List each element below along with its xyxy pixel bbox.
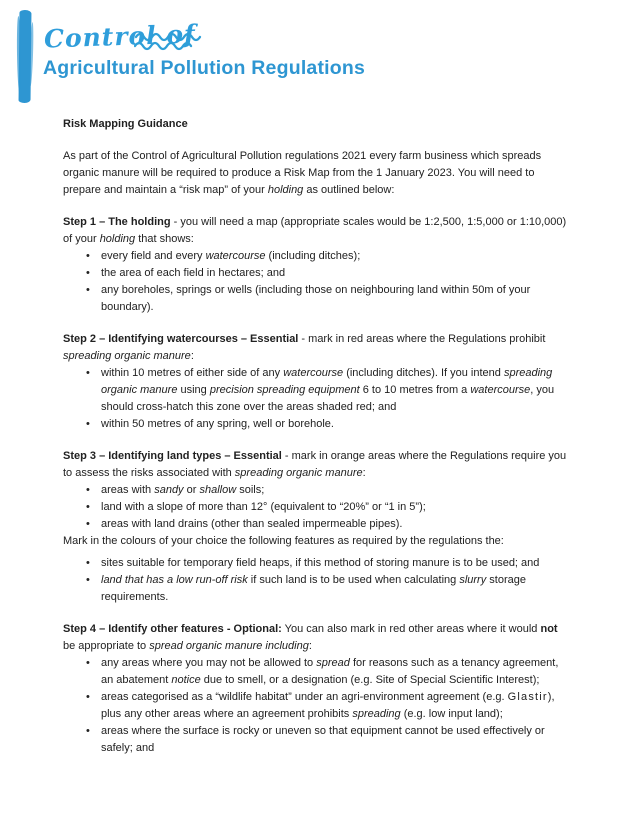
text-run: slurry: [459, 574, 487, 586]
text-run: You can also mark in red other areas where it would: [281, 623, 541, 635]
text-run: Step 2 – Identifying watercourses – Essential: [63, 333, 299, 345]
text-run: shallow: [199, 484, 237, 496]
text-run: watercourse: [205, 250, 266, 262]
text-run: sites suitable for temporary field heaps, if this method of storing manure is to be used; and: [101, 557, 540, 569]
text-run: any boreholes, springs or wells (including those on neighbouring land within 50m of your boundary).: [101, 284, 531, 313]
logo-title: Agricultural Pollution Regulations: [43, 57, 366, 79]
text-run: - you will need a map (appropriate scales would be 1:2,500, 1:5,000 or 1:10,000) of your: [63, 216, 567, 245]
text-run: not: [540, 623, 558, 635]
text-run: - mark in orange areas where the Regulations require you to assess the risks associated with: [63, 450, 567, 479]
section-heading: [63, 116, 568, 133]
text-run: soils;: [236, 484, 265, 496]
document-body: [63, 116, 568, 772]
bullet-item: [63, 482, 568, 499]
text-run: as outlined below:: [303, 184, 395, 196]
document-section: [63, 116, 568, 133]
text-run: holding: [267, 184, 304, 196]
bullet-list: [63, 555, 568, 606]
paragraph: [63, 148, 568, 199]
water-waves-icon: [134, 30, 206, 59]
section-heading: [63, 214, 568, 248]
text-run: areas where the surface is rocky or uneven so that equipment cannot be used effectively or safely; and: [101, 725, 545, 754]
logo-script-text: Control of: [43, 19, 197, 54]
bullet-item: [63, 689, 568, 723]
text-run: areas categorised as a “wildlife habitat” under an agri-environment agreement (e.g.: [101, 691, 508, 703]
text-run: spreading: [352, 708, 401, 720]
text-run: that shows:: [135, 233, 194, 245]
bullet-item: [63, 248, 568, 265]
text-run: areas with land drains (other than sealed impermeable pipes).: [101, 518, 403, 530]
text-run: :: [190, 350, 194, 362]
text-run: watercourse: [470, 384, 531, 396]
bullet-item: [63, 499, 568, 516]
bullet-list: [63, 655, 568, 757]
text-run: Step 4 – Identify other features - Optional:: [63, 623, 282, 635]
text-run: Risk Mapping Guidance: [63, 118, 188, 130]
text-run: 6 to 10 metres from a: [359, 384, 471, 396]
text-run: ), plus any other areas where an agreement prohibits: [101, 691, 555, 720]
document-section: [63, 148, 568, 199]
text-run: :: [308, 640, 312, 652]
text-run: storage requirements.: [101, 574, 526, 603]
bullet-item: [63, 416, 568, 433]
text-run: land with a slope of more than 12° (equivalent to “20%” or “1 in 5”);: [101, 501, 426, 513]
text-run: any areas where you may not be allowed to: [101, 657, 317, 669]
bullet-item: [63, 655, 568, 689]
document-section: [63, 621, 568, 757]
bullet-item: [63, 723, 568, 757]
text-run: be appropriate to: [63, 640, 150, 652]
text-run: precision spreading equipment: [209, 384, 360, 396]
text-run: for reasons such as a tenancy agreement, an abatement: [101, 657, 559, 686]
text-run: due to smell, or a designation (e.g. Site of Special Scientific Interest);: [200, 674, 540, 686]
bullet-list: [63, 482, 568, 533]
text-run: notice: [171, 674, 201, 686]
bullet-item: [63, 516, 568, 533]
text-run: (e.g. low input land);: [400, 708, 503, 720]
text-run: As part of the Control of Agricultural Pollution regulations 2021 every farm business which spreads organic manure will be required to produce a Risk Map from the 1 January 2023. You will need to prepare and maintain a “risk map” of your: [63, 150, 542, 196]
section-heading: [63, 448, 568, 482]
document-section: [63, 331, 568, 433]
text-run: (including ditches);: [265, 250, 361, 262]
text-run: - mark in red areas where the Regulations prohibit: [298, 333, 546, 345]
text-run: using: [177, 384, 210, 396]
bullet-item: [63, 265, 568, 282]
text-run: spreading organic manure: [234, 467, 363, 479]
section-heading: [63, 621, 568, 655]
bullet-item: [63, 282, 568, 316]
text-run: (including ditches). If you intend: [343, 367, 504, 379]
text-run: every field and every: [101, 250, 206, 262]
text-run: areas with: [101, 484, 155, 496]
text-run: within 50 metres of any spring, well or borehole.: [101, 418, 334, 430]
text-run: Mark in the colours of your choice the following features as required by the regulations the:: [63, 535, 504, 547]
text-run: , you should cross-hatch this zone over the areas shaded red; and: [101, 384, 555, 413]
text-run: the area of each field in hectares; and: [101, 267, 286, 279]
bullet-item: [63, 572, 568, 606]
bullet-item: [63, 365, 568, 416]
document-section: [63, 448, 568, 606]
paint-brush-stroke-icon: [19, 10, 32, 103]
text-run: spread organic manure including: [149, 640, 309, 652]
text-run: watercourse: [283, 367, 344, 379]
text-run: holding: [99, 233, 136, 245]
text-run: Glastir: [507, 691, 548, 703]
text-run: land that has a low run-off risk: [101, 574, 248, 586]
bullet-item: [63, 555, 568, 572]
text-run: if such land is to be used when calculating: [247, 574, 460, 586]
paragraph: [63, 533, 568, 550]
text-run: or: [183, 484, 200, 496]
text-run: sandy: [154, 484, 184, 496]
bullet-list: [63, 248, 568, 316]
text-run: Step 3 – Identifying land types – Essential: [63, 450, 282, 462]
text-run: spreading organic manure: [101, 367, 553, 396]
bullet-list: [63, 365, 568, 433]
text-run: spreading organic manure: [63, 350, 191, 362]
section-heading: [63, 331, 568, 365]
text-run: :: [362, 467, 366, 479]
text-run: within 10 metres of either side of any: [101, 367, 284, 379]
text-run: spread: [316, 657, 350, 669]
text-run: Step 1 – The holding: [63, 216, 171, 228]
document-section: [63, 214, 568, 316]
